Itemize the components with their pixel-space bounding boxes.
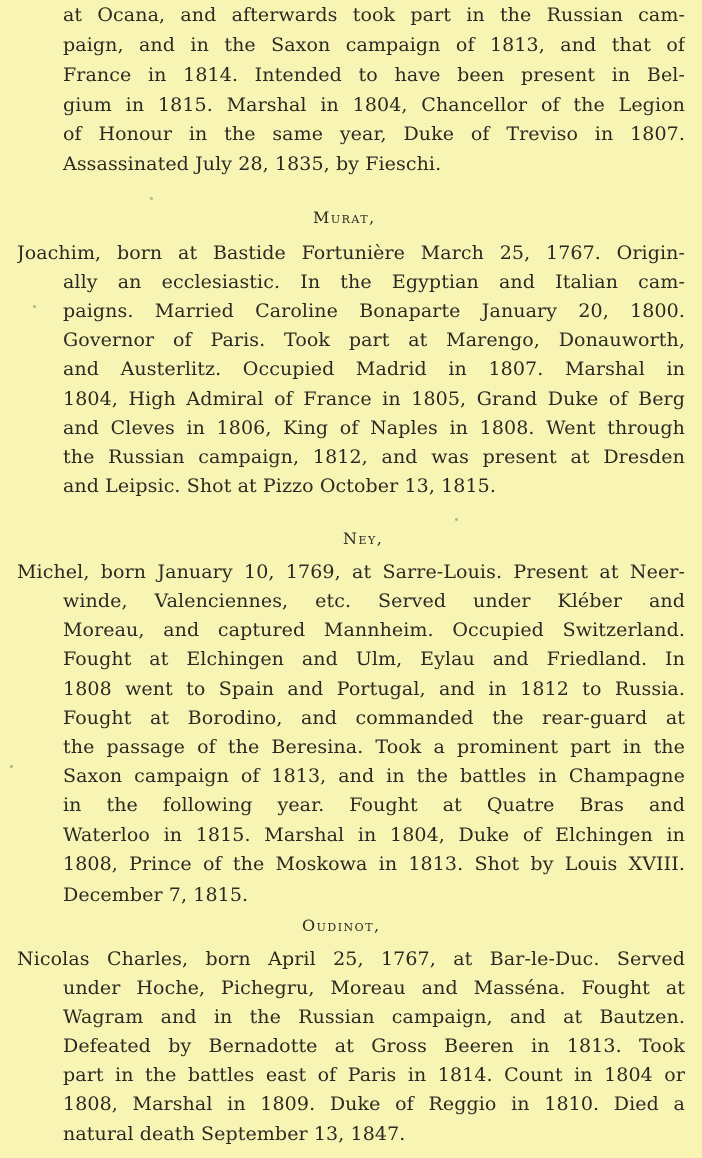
section-heading: Ney, [343, 529, 384, 548]
text-line: ally an ecclesiastic. In the Egyptian and Italian cam- [63, 273, 685, 293]
text-line: and Cleves in 1806, King of Naples in 1808. Went through [63, 419, 685, 439]
text-line: and Austerlitz. Occupied Madrid in 1807. Marshal in [63, 360, 685, 380]
scan-speck [150, 197, 153, 200]
scan-speck [33, 305, 36, 308]
text-line: the Russian campaign, 1812, and was present at Dresden [63, 448, 685, 468]
text-line: 1808, Prince of the Moskowa in 1813. Shot by Louis XVIII. [63, 855, 685, 875]
text-line: natural death September 13, 1847. [63, 1123, 406, 1145]
text-line: winde, Valenciennes, etc. Served under Kléber and [63, 592, 685, 612]
text-line: France in 1814. Intended to have been present in Bel- [63, 66, 685, 86]
text-line: 1808, Marshal in 1809. Duke of Reggio in 1810. Died a [63, 1095, 685, 1115]
text-line: Governor of Paris. Took part at Marengo, Donauworth, [63, 331, 685, 351]
text-line: 1808 went to Spain and Portugal, and in 1812 to Russia. [63, 680, 685, 700]
text-line: Wagram and in the Russian campaign, and at Bautzen. [63, 1008, 685, 1028]
text-line: Waterloo in 1815. Marshal in 1804, Duke of Elchingen in [63, 826, 685, 846]
section-heading: Murat, [313, 208, 376, 227]
text-line: Nicolas Charles, born April 25, 1767, at Bar-le-Duc. Served [17, 950, 685, 970]
text-line: Fought at Elchingen and Ulm, Eylau and Friedland. In [63, 650, 685, 670]
text-line: gium in 1815. Marshal in 1804, Chancellor of the Legion [63, 96, 685, 116]
scan-speck [455, 518, 458, 521]
text-line: December 7, 1815. [63, 884, 249, 906]
text-line: Saxon campaign of 1813, and in the battles in Champagne [63, 767, 685, 787]
scan-speck [10, 765, 13, 768]
text-line: 1804, High Admiral of France in 1805, Grand Duke of Berg [63, 390, 685, 410]
text-line: and Leipsic. Shot at Pizzo October 13, 1815. [63, 475, 497, 497]
text-line: Moreau, and captured Mannheim. Occupied Switzerland. [63, 621, 685, 641]
text-line: under Hoche, Pichegru, Moreau and Masséna. Fought at [63, 979, 685, 999]
text-line: Defeated by Bernadotte at Gross Beeren in 1813. Took [63, 1037, 685, 1057]
text-line: at Ocana, and afterwards took part in the Russian cam- [63, 6, 685, 26]
text-line: paign, and in the Saxon campaign of 1813, and that of [63, 36, 685, 56]
text-line: in the following year. Fought at Quatre Bras and [63, 796, 685, 816]
text-line: Michel, born January 10, 1769, at Sarre-Louis. Present at Neer- [17, 563, 685, 583]
text-line: part in the battles east of Paris in 1814. Count in 1804 or [63, 1066, 685, 1086]
section-heading: Oudinot, [302, 916, 381, 935]
text-line: Fought at Borodino, and commanded the rear-guard at [63, 709, 685, 729]
text-line: the passage of the Beresina. Took a prominent part in the [63, 738, 685, 758]
text-line: paigns. Married Caroline Bonaparte January 20, 1800. [63, 302, 685, 322]
text-line: Joachim, born at Bastide Fortunière March 25, 1767. Origin- [17, 244, 685, 264]
text-line: Assassinated July 28, 1835, by Fieschi. [63, 153, 442, 175]
text-line: of Honour in the same year, Duke of Treviso in 1807. [63, 125, 685, 145]
